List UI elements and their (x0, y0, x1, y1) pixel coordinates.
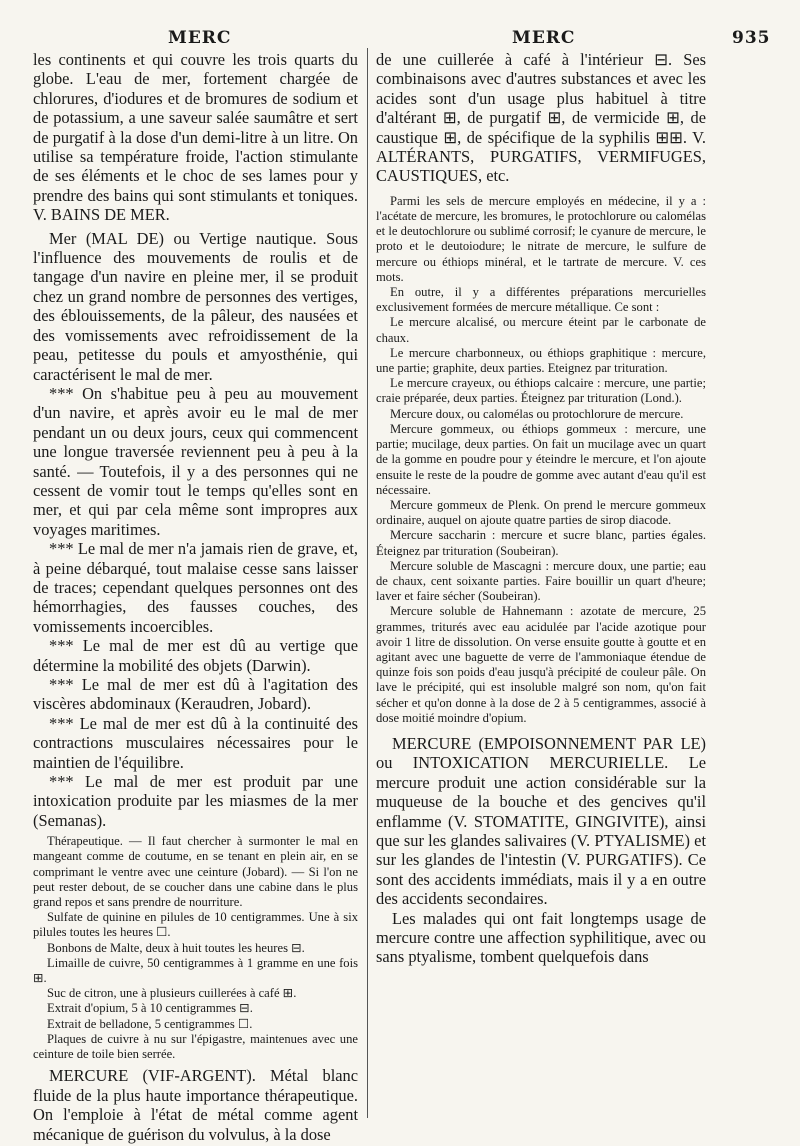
running-head-right: MERC (512, 28, 576, 48)
paragraph: *** Le mal de mer est dû à l'agitation des viscères abdominaux (Keraudren, Jobard). (33, 675, 358, 714)
right-column (376, 50, 706, 1122)
entry-mercure-continuation: de une cuillerée à café à l'intérieur ⊟. Ses combinaisons avec d'autres substances et avec les acides sont d'un usage plus habituel à titre d'altérant ⊞, de purgatif ⊞, de vermicide ⊞, de caustique ⊞, de spécifique de la syphilis ⊞⊞. V. ALTÉRANTS, PURGATIFS, VERMIFUGES, CAUSTIQUES, etc. (376, 50, 706, 186)
entry-empoisonnement: MERCURE (EMPOISONNEMENT PAR LE) ou INTOXICATION MERCURIELLE. Le mercure produit une action considérable sur la muqueuse de la bouche et des gencives qu'il enflamme (V. STOMATITE, GINGIVITE), ainsi que sur les glandes salivaires (V. PTYALISME) et sur les glandes de l'intestin (V. PURGATIFS). Ce sont des accidents immédiats, mais il y a en outre des accidents secondaires. (376, 733, 706, 909)
preparation-item: Mercure gommeux de Plenk. On prend le mercure gommeux ordinaire, auquel on ajoute quatre parties de sirop diacode. (376, 497, 706, 528)
preparation-item: Mercure saccharin : mercure et sucre blanc, parties égales. Éteignez par trituration (Soubeiran). (376, 528, 706, 558)
paragraph: En outre, il y a différentes préparations mercurielles exclusivement formées de mercure métallique. Ce sont : (376, 285, 706, 315)
paragraph: *** Le mal de mer n'a jamais rien de grave, et, à peine débarqué, tout malaise cesse sans laisser de traces; cependant quelques personnes ont des hémorrhagies, des fausses couches, des vomissements incoercibles. (33, 539, 358, 636)
remedy-line: Bonbons de Malte, deux à huit toutes les heures ⊟. (47, 940, 305, 955)
page-number: 935 (732, 28, 771, 48)
remedy-line: Limaille de cuivre, 50 centigrammes à 1 gramme en une fois ⊞. (33, 955, 358, 986)
remedy-line: Extrait d'opium, 5 à 10 centigrammes ⊟. (47, 1001, 253, 1016)
preparation-item: Le mercure charbonneux, ou éthiops graphitique : mercure, une partie; graphite, deux parties. Eteignez par trituration. (376, 345, 706, 376)
paragraph: Les malades qui ont fait longtemps usage de mercure contre une affection syphilitique, avec ou sans ptyalisme, tombent quelquefois dans (376, 908, 706, 967)
remedy-line: Suc de citron, une à plusieurs cuillerées à café ⊞. (47, 986, 297, 1001)
preparation-item: Le mercure crayeux, ou éthiops calcaire : mercure, une partie; craie préparée, deux parties. Éteignez par trituration (Lond.). (376, 376, 706, 406)
preparation-item: Mercure doux, ou calomélas ou protochlorure de mercure. (390, 406, 684, 421)
preparation-item: Le mercure alcalisé, ou mercure éteint par le carbonate de chaux. (376, 315, 706, 345)
remedy-line: Extrait de belladone, 5 centigrammes ☐. (47, 1016, 253, 1031)
remedy-line: Plaques de cuivre à nu sur l'épigastre, maintenues avec une ceinture de toile bien serrée. (33, 1031, 358, 1062)
running-head-left: MERC (168, 28, 232, 48)
therapeutique-paragraph: Thérapeutique. — Il faut chercher à surmonter le mal en mangeant comme de coutume, en se tenant en plein air, en se comprimant le ventre avec une ceinture (Jobard). — Si l'on ne peut rester debout, de se coucher dans une cabine dans le plus grand repos et sans prendre de nourriture. (33, 834, 358, 910)
entry-mal-de-mer: Mer (MAL DE) ou Vertige nautique. Sous l'influence des mouvements de roulis et de tangage d'un navire en pleine mer, il se produit chez un grand nombre de personnes des vertiges, des éblouissements, de la pâleur, des nausées et des vomissements avec refroidissement de la peau, petitesse du pouls et amyosthénie, qui caractérisent le mal de mer. (33, 228, 358, 384)
preparation-item: Mercure soluble de Mascagni : mercure doux, une partie; eau de chaux, cent soixante parties. Faire bouillir un quart d'heure; laver et faire sécher (Soubeiran). (376, 558, 706, 604)
entry-mercure: MERCURE (VIF-ARGENT). Métal blanc fluide de la plus haute importance thérapeutique. On l'emploie à l'état de métal comme agent mécanique de guérison du volvulus, à la dose (33, 1066, 358, 1144)
left-column (33, 50, 358, 1144)
remedy-line: Sulfate de quinine en pilules de 10 centigrammes. Une à six pilules toutes les heures ☐. (33, 910, 358, 940)
entry-mer-continuation: les continents et qui couvre les trois quarts du globe. L'eau de mer, fortement chargée de chlorures, d'iodures et de bromures de sodium et de potassium, a une saveur salée saumâtre et sert de purgatif à la dose d'un demi-litre à un litre. On utilise sa température froide, l'action stimulante de ses éléments et le choc de ses lames pour y prendre des bains qui sont stimulants et toniques. V. BAINS DE MER. (33, 50, 358, 225)
preparation-item: Mercure gommeux, ou éthiops gommeux : mercure, une partie; mucilage, deux parties. On fait un mucilage avec un quart de la gomme en poudre pour y éteindre le mercure, et l'on ajoute ensuite le reste de la poudre de gomme avec autant d'eau qu'il est nécessaire. (376, 421, 706, 497)
paragraph: *** Le mal de mer est dû au vertige que détermine la mobilité des objets (Darwin). (33, 636, 358, 675)
column-divider (367, 48, 368, 1118)
paragraph: *** On s'habitue peu à peu au mouvement d'un navire, et après avoir eu le mal de mer pendant un ou deux jours, ceux qui commencent une longue traversée reviennent peu à peu à la santé. — Toutefois, il y a des personnes qui ne cessent de vomir tout le temps qu'elles sont en mer, et qui par cela même sont impropres aux voyages maritimes. (33, 383, 358, 539)
paragraph: Parmi les sels de mercure employés en médecine, il y a : l'acétate de mercure, les bromures, le protochlorure ou calomélas et le deutochlorure ou sublimé corrosif; le cyanure de mercure, le proto et le deutoiodure; le nitrate de mercure, le sulfure de mercure ou éthiops minéral, et le tartrate de mercure. V. ces mots. (376, 193, 706, 284)
paragraph: *** Le mal de mer est produit par une intoxication produite par les miasmes de la mer (Semanas). (33, 772, 358, 830)
paragraph: *** Le mal de mer est dû à la continuité des contractions musculaires nécessaires pour le maintien de l'équilibre. (33, 713, 358, 772)
preparation-item: Mercure soluble de Hahnemann : azotate de mercure, 25 grammes, triturés avec eau acidulée par l'acide azotique pour avoir 1 litre de dissolution. On verse ensuite goutte à goutte et en agitant avec une baguette de verre de l'ammoniaque étendue de quinze fois son poids d'eau jusqu'à précipité de couleur pâle. On lave le précipité, qui est insoluble malgré son nom, qu'on fait sécher et qu'on donne à la dose de 2 à 5 centigrammes, associé à dose moitié moindre d'opium. (376, 604, 706, 725)
